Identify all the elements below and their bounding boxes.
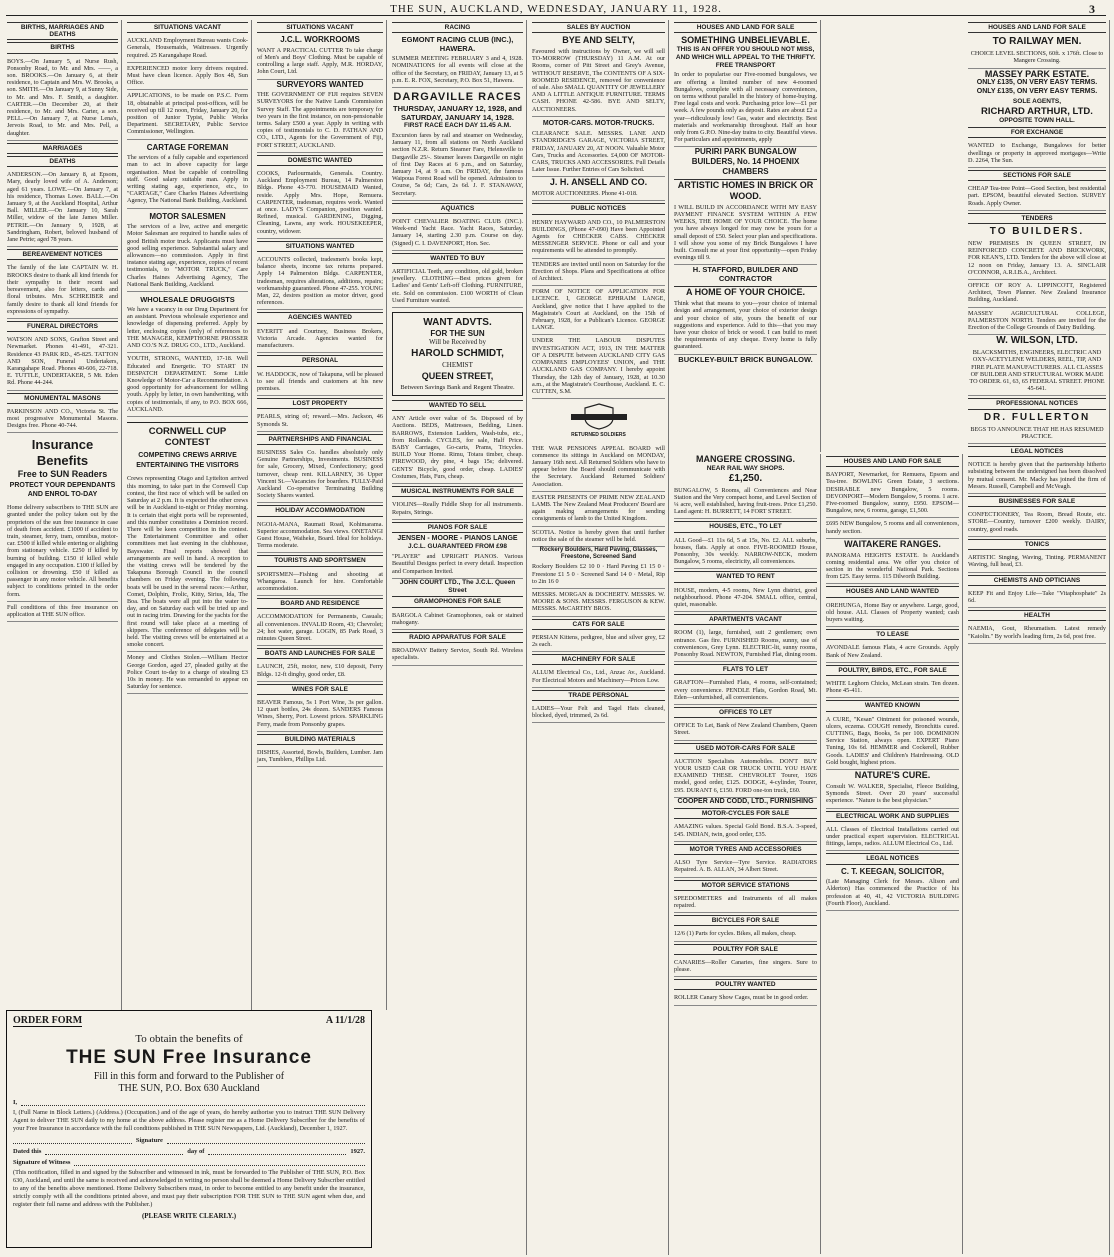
auction-notice: MOTOR AUCTIONEERS. Phone 41-018. (532, 188, 665, 201)
column-houses-land (671, 20, 821, 452)
section-header: HOUSES AND LAND FOR SALE (826, 456, 959, 467)
section-header: BOARD AND RESIDENCE (257, 598, 383, 609)
pianos-sub: J.C.L. GUARANTEED FROM £98 (408, 543, 507, 551)
ad-title: J.C.L. WORKROOMS (280, 35, 360, 45)
ad-title: J. H. ANSELL AND CO. (549, 177, 648, 188)
ad-firm: H. STAFFORD, BUILDER AND CONTRACTOR (692, 265, 799, 284)
auction-notice: CLEARANCE SALE. MESSRS. LANE AND STANDRIDGE'S GARAGE, VICTORIA STREET, FRIDAY, JANUARY 20, AT NOON. Valuable Motor Cars, Trucks and Accessories. £4,000 OF MOTOR-CARS, TRUCKS AND ACCESSORIES. Full Details Later Issue. Further Entries of Cars Solicited. (532, 128, 665, 177)
ad-title: SURVEYORS WANTED (276, 79, 364, 89)
ad-price: £1,250. (728, 472, 763, 484)
classified-ad: AUCKLAND Employment Bureau wants Cook-Generals, Housemaids, Waitresses. Urgently required. 25 Karangahape Road. (127, 35, 248, 63)
estate-name: MASSEY PARK ESTATE. (984, 68, 1090, 79)
article-headline: CORNWELL CUP CONTEST (127, 422, 248, 449)
column-births-deaths (4, 20, 122, 1010)
order-form-line1: Fill in this form and forward to the Publisher of (93, 1071, 285, 1082)
ad-subtitle: NEAR RAIL WAY SHOPS. (706, 464, 785, 472)
property-ad: I WILL BUILD IN ACCORDANCE WITH MY EASY PAYMENT FINANCE SYSTEM WITHIN A FEW WEEKS, THE HOME OF YOUR CHOICE. The home you have always longed for may now be yours for a small deposit of £50. Select your plan and specifications. I will show you some of my Brick Bungalows I have built. Consult me at your first opportunity—open Friday evenings till 9. (674, 202, 817, 266)
section-header: PARTNERSHIPS AND FINANCIAL (257, 434, 383, 445)
classified-ads: CANARIES—Roller Canaries, fine singers. Sure to please. (674, 957, 817, 977)
classified-ads: AUCTION Specialists Automobiles. DON'T BUY YOUR USED CAR OR TRUCK UNTIL YOU HAVE EXAMINED THESE. CHEVROLET Tourer, 1926 model, good order, £125. DODGE, 4-cylinder, Tourer, £95. DURANT 6, £150. FORD one-ton truck, £60. (674, 756, 817, 798)
classified-ads: SPORTSMEN—Fishing and shooting at Whangaroa. Launch for hire. Comfortable accommodation. (257, 569, 383, 597)
section-header: CHEMISTS AND OPTICIANS (968, 575, 1106, 586)
order-form-body: I, (Full Name in Block Letters.) (Address.) (Occupation.) and of the age of years, do hereby authorise you to instruct THE SUN Delivery Agent to deliver THE SUN daily to my home at the above address. Please register me as a Home Delivery Subscriber for the benefits of your Free Insurance in accordance with the full conditions published in THE SUN Newspapers, Ltd. (Auckland), December 1, 1927. (13, 1109, 365, 1132)
agent-name: RICHARD ARTHUR, LTD. (981, 105, 1093, 117)
year-label: 1927. (350, 1148, 366, 1155)
sole-agents: SOLE AGENTS, (1012, 98, 1062, 106)
masthead-title: THE SUN, AUCKLAND, WEDNESDAY, JANUARY 11, 1928. (390, 2, 722, 15)
section-header: LOST PROPERTY (257, 398, 383, 409)
box-line: Will be Received by (428, 337, 487, 346)
ad-title: ARTISTIC HOMES IN BRICK OR WOOD. (674, 179, 817, 202)
dated-label: Dated this (13, 1148, 42, 1155)
section-header: HEALTH (968, 610, 1106, 621)
classified-ads: WHITE Leghorn Chicks, McLean strain. Ten dozen. Phone 45-411. (826, 678, 959, 698)
public-notice: SCOTIA. Notice is hereby given that until further notice the sale of the steamer will be held. (532, 527, 665, 547)
badge-label: RETURNED SOLDIERS (571, 432, 626, 439)
classified-ads: WANTED to Exchange, Bungalows for better dwellings or property in approved mortgages—Write D. 2264, The Sun. (968, 140, 1106, 168)
classified-ads: BROADWAY Battery Service, South Rd. Wireless specialists. (392, 645, 523, 665)
section-header: CATS FOR SALE (532, 619, 665, 630)
racing-notice: SUMMER MEETING FEBRUARY 3 and 4, 1928. NOMINATIONS for all events will close at the office of the Secretary, on FRIDAY, January 13, at 5 p.m. E. R. FOX, Secretary, P.O. Box 51, Hawera. (392, 53, 523, 88)
race-first: FIRST RACE EACH DAY 11.45 A.M. (403, 122, 512, 130)
column-houses-wanted (823, 454, 963, 1254)
column-situations-vacant-2 (254, 20, 387, 1010)
legal-notice: NOTICE is hereby given that the partnership hitherto subsisting between the undersigned has been dissolved by mutual consent. Mr. Macky has joined the firm of Messrs. Russell, Campbell and McVeagh. (968, 459, 1106, 494)
classified-ads: ARTIFICIAL Teeth, any condition, old gold, broken jewellery. CLOTHING—Best prices given for Ladies' and Gents' Left-off Clothing. FURNITURE, etc. Sold on commission. £100 WORTH of Clean Used Furniture wanted. (392, 266, 523, 308)
ad-title: EGMONT RACING CLUB (INC.), HAWERA. (401, 35, 514, 54)
ad-title: SOMETHING UNBELIEVABLE. (681, 35, 810, 46)
classified-ads: BAYPORT, Newmarket, for Remuera, Epsom and Tea-tree. BOWLING Green Estate, 3 sections. DESIRABLE new Bungalow, 5 rooms. DEVONPORT—Modern Bungalow, 5 rooms. 1 acre. Five-roomed Bungalow, sunny, £950. EPSOM—Bungalow, new, 6 rooms, garage, £1,500. (826, 469, 959, 518)
classified-ads: POINT CHEVALIER BOATING CLUB (INC.). Week-end Yacht Race. Yacht Races, Saturday, January 14, starting 2.30 p.m. Course on day. (Signed) C. I. DAVENPORT, Hon. Sec. (392, 216, 523, 251)
section-header: DOMESTIC WANTED (257, 155, 383, 166)
section-header: FOR EXCHANGE (968, 127, 1106, 138)
price-table-title: Rockery Boulders, Hard Paving, Glasses, Freestone, Screened Sand (539, 546, 658, 561)
classified-ad: We have a vacancy in our Drug Department for an assistant. Previous wholesale experience and knowledge of dispensing preferred. Apply by letter, enclosing copies (only) of references to THE MANAGER, KEMPTHORNE PROSSER AND CO.'S N.Z. DRUG CO., LTD., Auckland. (127, 304, 248, 353)
racing-notice: Excursion fares by rail and steamer on Wednesday, January 11, from all stations on North Auckland section N.Z.R. Return Steamer Fare, Helensville to Dargaville 25/-. Steamer leaves Dargaville on night of first Day Races at 6 p.m., and on Saturday, January 14, at 9 a.m. On FRIDAY, the famous Waipoua Forest Road will be opened. Admission to Course, 5s 6d; Cars, 2s 6d. J. F. STANAWAY, Secretary. (392, 130, 523, 201)
column-houses-land-continued (671, 454, 821, 1254)
section-header: MOTOR SERVICE STATIONS (674, 880, 817, 891)
classified-ads: Consult W. WALKER, Specialist, Fleece Building, Symonds Street. Over 20 years' successful experience. "Nature is the best physician." (826, 781, 959, 809)
public-notice: THE WAR PENSIONS APPEAL BOARD will commence its sittings in Auckland on MONDAY, January 16th next. All Returned Soldiers who have to appear before the Board should communicate with the Secretary. Auckland Returned Soldiers' Association. (532, 443, 665, 492)
section-header: HOUSES AND LAND FOR SALE (968, 22, 1106, 33)
ad-firm: COOPER AND CODD, LTD., FURNISHING (677, 797, 814, 805)
ad-title: MOTOR SALESMEN (149, 211, 226, 221)
classified-ads: ANY Article over value of 5s. Disposed of by Auctions. BEDS, Mattresses, Bedding, Linen. BARROWS, Extension Ladders, Wash-tubs, etc., from Rollands. CYCLES, for sale, Half Price. BABY Carriages, Go-carts, Prams, Tricycles. BUILD Your Home. Rimu, Totara timber, cheap. FIREWOOD, dry pine, 4 bags 15s; delivered. GENTS' Bicycle, good order, cheap. LADIES' Costumes, Hats, Furs, cheap. (392, 413, 523, 484)
classified-ad: THE GOVERNMENT OF FIJI requires SEVEN SURVEYORS for the Native Lands Commission Survey Staff. The appointments are temporary for two years in the first instance, on non-pensionable terms. Salary £500 a year. Apply in writing with copies of testimonials to C. D. FATHAN AND CO., LTD., Agents for the Government of Fiji, FORT STREET, AUCKLAND. (257, 89, 383, 153)
bereavement-notices: The family of the late CAPTAIN W. H. BROOKS desire to thank all kind friends for their sympathy in their recent sad bereavement, also for letters, cards and floral tributes. Mrs. SCHREIBER and family desire to thank all kind friends for expressions of sympathy. (7, 262, 118, 318)
section-header: USED MOTOR-CARS FOR SALE (674, 743, 817, 754)
classified-ads: DISHES, Assorted, Bowls, Builders, Lumber. Jam jars, Tumblers, Phillips Ltd. (257, 747, 383, 767)
section-header: TONICS (968, 539, 1106, 550)
section-header: AQUATICS (392, 203, 523, 214)
section-header: BUSINESSES FOR SALE (968, 496, 1106, 507)
subheader-births: BIRTHS (7, 42, 118, 53)
public-notice: UNDER THE LABOUR DISPUTES INVESTIGATION ACT, 1913, IN THE MATTER OF A DISPUTE between AUCKLAND CITY GAS COMPANIES EMPLOYEES' UNION, and THE AUCKLAND GAS COMPANY. I hereby appoint Thursday, the 12th day of January, 1928, at 10.30 a.m., at the Magistrate's Courthouse, Auckland. E. C. CUTTEN, S.M. (532, 335, 665, 399)
classified-ads: KEEP Fit and Enjoy Life—Take "Vitaphosphate" 2s 6d. (968, 588, 1106, 608)
section-header: HOUSES AND LAND FOR SALE (674, 22, 817, 33)
box-street: QUEEN STREET, (421, 371, 494, 382)
subheader-funeral: FUNERAL DIRECTORS (7, 321, 118, 332)
signature-field[interactable] (167, 1137, 365, 1144)
public-notice: EASTER PRESENTS OF PRIME NEW ZEALAND LAMB. The New Zealand Meat Producers' Board are again making arrangements for sending consignments of lamb to the United Kingdom. (532, 492, 665, 527)
witness-line (13, 1159, 365, 1166)
classified-ad: APPLICATIONS, to be made on P.S.C. Form 18, obtainable at principal post-offices, will be received up till 12 noon, Friday, January 20, for position of Junior Typist, Public Works Department. SECRETARY, Public Service Commissioner, Wellington. (127, 90, 248, 139)
masthead (6, 2, 1106, 16)
insurance-body: Home delivery subscribers to THE SUN are granted under the policy taken out by the proprietors of the sun free insurance in case of death from accident. £1000 if accident to train, steamer, ferry, tram, omnibus, motor-car. £500 if killed while entering or alighting from stationary vehicle. £250 if killed by burning of building. £150 if killed while engaged in any occupation. £100 if killed by collision or drowning. £50 if killed as passenger in any motor vehicle. All benefits subject to conditions printed in the order form. (7, 502, 118, 602)
ad-title: WHOLESALE DRUGGISTS (140, 295, 235, 305)
order-form-line2: THE SUN, P.O. Box 630 Auckland (118, 1083, 260, 1094)
agent-sub: OPPOSITE TOWN HALL. (999, 117, 1075, 125)
classified-ads: ALL Classes of Electrical Installations carried out under practical expert supervision. ELECTRICAL fittings, lamps, radios. ALLUM Electrical Co., Ltd. (826, 824, 959, 852)
section-header: WANTED TO RENT (674, 571, 817, 582)
classified-ads: EVERITT and Courtney, Business Brokers, Victoria Arcade. Agencies wanted for manufacturers. (257, 326, 383, 354)
day-label: day of (187, 1148, 205, 1155)
section-header: TRADE PERSONAL (532, 690, 665, 701)
section-header: BUILDING MATERIALS (257, 734, 383, 745)
classified-ads: PEARLS, string of; reward.—Mrs. Jackson, 46 Symonds St. (257, 411, 383, 431)
classified-ads: ACCOMMODATION for Permanents, Casuals; all conveniences. INVALID Room, 43; Chevrolet; 24; hot water, garage. LOGIN, 85 Park Road, 3 minutes Queen Street. (257, 611, 383, 646)
ad-title: CARTAGE FOREMAN (146, 142, 229, 152)
classified-ads: ACCOUNTS collected, tradesmen's books kept, balance sheets, income tax returns prepared. Apply 14 Palmerston Bldgs. CARPENTER, tradesman, requires alterations, additions, repairs; workmanship guaranteed. Phone 47-255. YOUNG Man, 22, desires position as motor driver, good references. (257, 254, 383, 310)
section-header: POULTRY WANTED (674, 979, 817, 990)
classified-ads: AVONDALE famous Flats, 4 acre Grounds. Apply Bank of New Zealand. (826, 642, 959, 662)
want-advts-box (392, 312, 523, 396)
box-line: CHEMIST (442, 360, 473, 369)
insurance-subtitle: Free to SUN Readers (17, 468, 108, 479)
ad-title: BYE AND SELTY, (562, 35, 635, 46)
section-header: TENDERS (968, 213, 1106, 224)
month-field[interactable] (208, 1148, 346, 1155)
legal-notice: (Late Managing Clerk for Messrs. Alison and Alderton) Has commenced the Practice of his profession at 40, 41, 42 VICTORIA BUILDING (Fourth Floor), Auckland. (826, 876, 959, 911)
ad-title: WAITAKERE RANGES. (844, 538, 941, 549)
section-header: WANTED KNOWN (826, 700, 959, 711)
order-form-label: ORDER FORM (13, 1015, 83, 1026)
classified-ads: ROOM (1), large, furnished, suit 2 gentlemen; own entrance. Gas fire. FURNISHED Rooms, sunny, use of conveniences, Grey Lynn. ELECTRIC-lit, sunny rooms, Ponsonby Road. NEWTON, Furnished Flat, dining room. (674, 627, 817, 662)
business-ad: BLACKSMITHS, ENGINEERS, ELECTRIC AND OXY-ACETYLENE WELDERS, REEL, TIP, AND FIRE PLATE MANUFACTURERS. ALL CLASSES OF BUILDER AND STRUCTURAL WORK MADE TO ORDER. 61, 63, 65 FEDERAL STREET. PHONE 45-641. (968, 347, 1106, 396)
ad-title: A HOME OF YOUR CHOICE. (674, 286, 817, 298)
classified-ads: ALL Good—£1 11s 6d, 5 at 15s, No. £2. ALL suburbs, houses, flats. Apply at once. FIVE-ROOMED House, Ponsonby, 30s weekly. NARROW-NECK, modern Bungalow, 5 rooms, electricity, all conveniences. (674, 535, 817, 570)
price-table: Rockery Boulders £2 10 0 · Hard Paving £1 15 0 · Freestone £1 5 0 · Screened Sand 14 0 · Metal, Rip to 2in 16 0 (532, 561, 665, 589)
section-header: HOUSES AND LAND WANTED (826, 586, 959, 597)
public-notice: HENRY HAYWARD AND CO., 10 PALMERSTON BUILDINGS, (Phone 47-090) Have been Appointed Agents for CHECKER CABS. CHECKER MESSENGER SERVICE. Phone or call and your requirements will be attended to promptly. (532, 217, 665, 259)
section-header: BIRTHS, MARRIAGES AND DEATHS (7, 22, 118, 40)
signature-line (13, 1137, 365, 1144)
section-header: OFFICES TO LET (674, 707, 817, 718)
section-header: HOLIDAY ACCOMMODATION (257, 505, 383, 516)
ad-title: DR. FULLERTON (983, 411, 1091, 423)
section-header: SECTIONS FOR SALE (968, 170, 1106, 181)
section-header: TOURISTS AND SPORTSMEN (257, 555, 383, 566)
day-field[interactable] (45, 1148, 183, 1155)
pianos-title: JENSEN - MOORE - PIANOS LANGE (397, 534, 518, 542)
section-header: MOTOR-CYCLES FOR SALE (674, 808, 817, 819)
classified-ads: GRAFTON—Furnished Flats, 4 rooms, self-contained; every convenience. PENDLE Flats, Gordon Road, Mt. Eden—unfurnished, all conveniences. (674, 677, 817, 705)
classified-ads: 12/6 (1) Parts for cycles. Bikes, all makes, cheap. (674, 928, 817, 941)
classified-ads: BEAVER Famous, 5s 1 Port Wine, 3s per gallon. 12 quart bottles, 24s dozen. SANDERS Famous Wines, Sherry, Port. Lowest prices. SPARKLING Ferry, made from Ponsonby grapes. (257, 697, 383, 732)
subheader-deaths: DEATHS (7, 156, 118, 167)
section-header: AGENCIES WANTED (257, 312, 383, 323)
classified-ads: W. HADDOCK, now of Takapuna, will be pleased to see all friends and customers at his new premises. (257, 369, 383, 397)
name-field[interactable] (21, 1099, 365, 1106)
price-line: ONLY £135, ON VERY EASY TERMS. (976, 79, 1098, 87)
public-notice: TENDERS are invited until noon on Saturday for the Erection of Shops. Plans and Specifications at office of Architect. (532, 259, 665, 287)
classified-ads: ALLUM Electrical Co., Ltd., Anzac Av., Auckland. For Electrical Motors and Machinery—Prices Low. (532, 667, 665, 687)
section-header: MACHINERY FOR SALE (532, 654, 665, 665)
insurance-order-form[interactable] (6, 1010, 372, 1248)
order-form-title: THE SUN Free Insurance (66, 1047, 312, 1068)
classified-ad: EXPERIENCED motor lorry drivers required. Must have clean licence. Apply Box 48, Sun Office. (127, 63, 248, 91)
classified-ad: WANT A PRACTICAL CUTTER To take charge of Men's and Boys' Clothing. Must be capable of controlling a large staff. Apply, M.R. HORDAY, John Court, Ltd. (257, 45, 383, 80)
name-label: I, (13, 1099, 18, 1106)
section-header: RACING (392, 22, 523, 33)
pianos-shop: JOHN COURT LTD., The J.C.L. Queen Street (399, 578, 516, 594)
classified-ads: NAEMIA, Gout, Rheumatism. Latest remedy "Kaiolin." By world's leading firm, 2s 6d, post free. (968, 623, 1106, 643)
property-ad: PANORAMA HEIGHTS ESTATE. Is Auckland's coming residential area. We offer you choice of section in the wonderful National Park. Sections from £25. Easy terms. 115 Dilworth Building. (826, 550, 959, 585)
court-news: Money and Clothes Stolen.—William Hector George Gordon, aged 27, pleaded guilty at the Police Court to-day to a charge of stealing £3 10s in money. He was remanded to appear on Saturday for sentence. (127, 652, 248, 694)
order-form-footer: (PLEASE WRITE CLEARLY.) (141, 1212, 237, 1220)
public-notice: FORM OF NOTICE OF APPLICATION FOR LICENCE. I, GEORGE EPHRAIM LANGE, Auckland, give notice that I have applied to the Magistrate's Court at Auckland, on the 15th of February, 1928, for a Publican's Licence. GEORGE LANGE. (532, 286, 665, 335)
tender-notice: NEW PREMISES IN QUEEN STREET, IN REINFORCED CONCRETE AND BRICKWORK, FOR KEAN'S, LTD. Tenders for the above will close at 12 noon on Friday, January 13. A. SINCLAIR O'CONNOR, A.R.I.B.A., Architect. (968, 238, 1106, 280)
classified-ads: CONFECTIONERY, Tea Room, Bread Route, etc. STORE—Country, turnover £200 weekly. DAIRY, country, good roads. (968, 509, 1106, 537)
subheader-marriages: MARRIAGES (7, 143, 118, 154)
section-header: POULTRY FOR SALE (674, 944, 817, 955)
order-form-code: A 11/1/28 (325, 1015, 365, 1026)
section-header: POULTRY, BIRDS, ETC., FOR SALE (826, 665, 959, 676)
section-header: LEGAL NOTICES (826, 853, 959, 864)
classified-ads: OREHUNGA, Home Bay or anywhere. Large, good, old house. ALL Classes of Property wanted; cash buyers waiting. (826, 600, 959, 628)
ad-subtitle: THIS IS AN OFFER YOU SHOULD NOT MISS, AND WHICH WILL APPEAL TO THE THRIFTY. FREE TRANSPORT (675, 46, 816, 69)
classified-ads: VIOLINS—Really Fiddle Shop for all instruments. Repairs, Strings. (392, 499, 523, 519)
section-header: PERSONAL (257, 355, 383, 366)
classified-ads: CHEAP Tea-tree Point—Good Section, best residential part. EPSOM, beautiful elevated Section. SURVEY Roads. Apply Owner. (968, 183, 1106, 211)
column-auctions (529, 20, 669, 1255)
classified-ads: COOKS, Parlourmaids, Generals. Country. Auckland Employment Bureau, 14 Palmerston Bldgs. Phone 43-770. HOUSEMAID Wanted, reside. Apply Mrs. Hope, Remuera. CARPENTER, tradesman, requires work. Wanted at once. LADY'S Companion, position wanted. Refined, musical. GARDENING, Digging, Cleaning, Lawns, any work. HOUSEKEEPER, country, widower. (257, 168, 383, 239)
section-header: PIANOS FOR SALE (392, 522, 523, 533)
date-line (13, 1148, 365, 1155)
witness-label: Signature of Witness (13, 1159, 71, 1166)
section-header: ELECTRICAL WORK AND SUPPLIES (826, 811, 959, 822)
classified-ads: A CURE, "Kesan" Ointment for poisoned wounds, ulcers, eczema. COUGH remedy, Bronchitis cured. CUTTING, Bags, Books, 5s per 100. DOMINION Service Station, always open. EXPERT Piano Tuning, 10s 6d. HEMMER and Cockerell, Rubber Goods. LADIES' and Children's Hairdressing. OLD Gold bought, highest prices. (826, 714, 959, 770)
property-ad: CHOICE LEVEL SECTIONS, 60ft. x 176ft. Close to Mangere Crossing. (968, 48, 1106, 68)
ad-title: W. WILSON, LTD. (996, 335, 1078, 347)
classified-ads: BUSINESS Sales Co. handles absolutely only Genuine Partnerships, Investments. BUSINESS for sale, Grocery, Mixed, Confectionery; good turnover, cheap rent. KILLARNEY, 36 Upper Vincent St.—Vacancies for boarders. FULLY-Paid Auckland Co-operative Terminating Building Society Shares wanted. (257, 447, 383, 503)
property-ad: In order to popularise our Five-roomed bungalows, we are offering a limited number of new 4-roomed Bungalows, complete with all necessary conveniences, on terms without parallel in the history of home-buying. Free legal costs and work. Purchasing price low—£1 per week. A few pounds only as deposit. Rates are about £2 a year—ridiculously low! Gas, water and electricity. Best materials and workmanship throughout. Half an hour only from G.P.O. Nine-day trains to city. Beautiful views. For particulars and appointments, apply (674, 69, 817, 147)
section-header: SITUATIONS VACANT (127, 22, 248, 33)
section-header: BICYCLES FOR SALE (674, 915, 817, 926)
monumental-masons: PARKINSON AND CO., Victoria St. The most progressive Monumental Masons. Designs free. Phone 40-744. (7, 406, 118, 434)
section-header: MUSICAL INSTRUMENTS FOR SALE (392, 486, 523, 497)
article-body: Crews representing Otago and Lyttelton arrived this morning, to take part in the Cornwell Cup contest, the first race of which will be sailed on Saturday at 2 p.m. It is expected the other crews will be in Auckland to-night or Friday morning. It is certain that eight ports will be represented, and this number constitutes a Dominion record. There will be keen competition in the contest. The Entertainment Committee and other committees met last evening in the clubhouse, Bayswater. Final reports showed that arrangements are well in hand. A reception to the visiting crews will be tendered by the Takapuna Borough Council in the council chambers on Friday evening. The following boats will be used in the several races:—Arthur, Comet, Dolphin, Frolic, Kitty, Sirius, Ida, The Boa. The boats were all put into the water to-day, and on Saturday each will be tried up and out in racing trim. Drawing for the yachts for the first round will take place at a meeting of skippers. The conference of delegates will be held. The visiting crews will be entertained at a smoke concert. (127, 473, 248, 652)
column-situations-vacant (124, 20, 252, 1010)
property-ad: BUNGALOW, 5 Rooms, all Conveniences and Near Station and the Very compact home, and Level Section of ¼ acre, well established, having fruit-trees. Price £1,250. Land agent: H. BURRETT, 14 FORT STREET. (674, 485, 817, 520)
insurance-title: Insurance Benefits (31, 437, 94, 468)
section-header: BOATS AND LAUNCHES FOR SALE (257, 648, 383, 659)
classified-ads: PERSIAN Kittens, pedigree, blue and silver grey, £2 2s each. (532, 632, 665, 652)
classified-ads: HOUSE, modern, 4-5 rooms, New Lynn district, good neighbourhood. Phone 47-204. SMALL office, central, quiet, reasonable. (674, 585, 817, 613)
classified-ad: YOUTH, STRONG, WANTED, 17-18. Well Educated and Energetic. TO START IN DESPATCH DEPARTMENT. Some Little Knowledge of Motor-Car a Recommendation. A good opportunity for advancement for willing youth. Apply by letter, in own handwriting, with copies of testimonials, if any, to P.O. BOX 666, AUCKLAND. (127, 353, 248, 417)
section-header: LEGAL NOTICES (968, 446, 1106, 457)
section-header: APARTMENTS VACANT (674, 614, 817, 625)
insurance-note: Full conditions of this free insurance on application at THE SUN office. (7, 602, 118, 622)
box-line: Between Savings Bank and Regent Theatre. (400, 383, 515, 391)
ad-firm: PURIRI PARK BUNGALOW BUILDERS, No. 14 PHOENIX CHAMBERS (691, 147, 800, 176)
section-header: SALES BY AUCTION (532, 22, 665, 33)
ad-title: NATURE'S CURE. (854, 770, 931, 781)
column-racing (389, 20, 527, 1255)
order-form-intro: To obtain the benefits of (135, 1033, 243, 1045)
section-header: HOUSES, ETC., TO LET (674, 521, 817, 532)
classified-ads: AMAZING values. Special Gold Bond. B.S.A. 3-speed, £45. INDIAN, twin, good order, £35. (674, 821, 817, 841)
section-header: WANTED TO BUY (392, 253, 523, 264)
funeral-directors: WATSON AND SONS, Grafton Street and Newmarket. Phones 41-491, 47-321. Residence 43 PARK RD., 45-825. TATTON AND SON, Funeral Undertakers, Karangahape Road. Phones 40-606, 22-718. E. TUTTLE, UNDERTAKER, 5 Mt. Eden Rd. Phone 44-244. (7, 334, 118, 390)
public-notice: MESSRS. MORGAN & DOCHERTY. MESSRS. W. MOORE & SONS. MESSRS. FERGUSON & KEW. MESSRS. McCARTHY BROS. (532, 589, 665, 617)
classified-ads: LADIES—Your Felt and Tagel Hats cleaned, blocked, dyed, trimmed, 2s 6d. (532, 703, 665, 723)
order-form-header (13, 1015, 365, 1027)
professional-notice: BEGS TO ANNOUNCE THAT HE HAS RESUMED PRACTICE. (968, 424, 1106, 444)
classified-ads: LAUNCH, 25ft, motor, new, £10 deposit, Ferry Bldgs. 12-ft dinghy, good order, £8. (257, 661, 383, 681)
returned-soldiers-badge (532, 402, 665, 439)
price-line: ONLY £135, ON VERY EASY TERMS. (976, 87, 1098, 95)
section-header: GRAMOPHONES FOR SALE (392, 596, 523, 607)
article-subheadline: ENTERTAINING THE VISITORS (136, 462, 239, 470)
tender-notice: OFFICE OF ROY A. LIPPINCOTT, Registered Architect, Town Planner. New Zealand Insurance Building, Auckland. (968, 280, 1106, 308)
article-subheadline: COMPETING CREWS ARRIVE (138, 451, 237, 459)
name-line (13, 1099, 365, 1106)
property-ad: Think what that means to you—your choice of internal design and arrangement, your choice of exterior design and your choice of site, yours the benefit of our suggestions and experience. Add to this—that you may have your choice of brick or wood. I can build to meet the requirements of any cheque. Every home is fully guaranteed. (674, 298, 817, 354)
classified-ads: £695 NEW Bungalow, 5 rooms and all conveniences, handy section. (826, 518, 959, 538)
order-form-fine-print: (This notification, filled in and signed by the Subscriber and witnessed in ink, must be forwarded to The Publisher of THE SUN, P.O. Box 630, Auckland, and until the same is received and acknowledged in writing no person shall be deemed a Home Delivery Subscriber entitled to any of the benefits above mentioned. Home Delivery Subscribers must, in order to become entitled to any benefit under the insurance, strictly comply with all the conditions printed above, and must pay their subscription FOR THE SUN to THE SUN agent when due, and register their full name and address with the Publisher.) (13, 1169, 365, 1208)
race-dates: THURSDAY, JANUARY 12, 1928, and SATURDAY, JANUARY 14, 1928. (393, 104, 522, 123)
rsa-badge-icon (569, 402, 629, 430)
section-header: MOTOR TYRES AND ACCESSORIES (674, 844, 817, 855)
classified-ads: OFFICE To Let, Bank of New Zealand Chambers, Queen Street. (674, 720, 817, 740)
classified-ads: BARGOLA Cabinet Gramophones, oak or stained mahogany. (392, 610, 523, 630)
subheader-monumental: MONUMENTAL MASONS (7, 393, 118, 404)
insurance-protect: PROTECT YOUR DEPENDANTS AND ENROL TO-DAY (9, 482, 116, 498)
blank (13, 1137, 132, 1144)
ad-title: MANGERE CROSSING. (695, 454, 795, 464)
classified-ad: The services of a fully capable and experienced man to act in above capacity for large organisation. Must be capable of controlling staff. Good salary suitable man. Apply in writing stating age, experience, etc., to "CARTAGE," Care Charles Haines Advertising Agency, The National Bank Building, Auckland. (127, 152, 248, 208)
classified-ads: ALSO Tyre Service—Tyre Service. RADIATORS Repaired. A. B. ALLAN, 34 Albert Street. (674, 857, 817, 877)
section-header: TO LEASE (826, 629, 959, 640)
auction-notice: Favoured with instructions by Owner, we will sell TO-MORROW (THURSDAY) 11 A.M. At our Rooms, corner of Pitt Street and Grey's Avenue, WITHOUT RESERVE, The CONTENTS OF A SIX-ROOMED RESIDENCE, removed for convenience of sale. Also SMALL QUANTITY OF JEWELLERY AND A LITTLE ANTIQUE FURNITURE. TERMS CASH. PHONE 42-586. BYE AND SELTY, AUCTIONEERS. (532, 46, 665, 117)
column-houses-tenders (965, 20, 1110, 1255)
box-title: WANT ADVTS. (423, 317, 492, 329)
page-number: 3 (1089, 2, 1096, 16)
section-header: SITUATIONS VACANT (257, 22, 383, 33)
section-header: RADIO APPARATUS FOR SALE (392, 632, 523, 643)
ad-title: C. T. KEEGAN, SOLICITOR, (841, 866, 944, 876)
ad-title: DARGAVILLE RACES (393, 91, 522, 104)
ad-title: MOTOR-CARS. MOTOR-TRUCKS. (542, 119, 655, 127)
section-header: WINES FOR SALE (257, 684, 383, 695)
section-header: PUBLIC NOTICES (532, 203, 665, 214)
classified-ads: ROLLER Canary Show Cages, must be in good order. (674, 992, 817, 1005)
classified-ads: "PLAYER" and UPRIGHT PIANOS. Various Beautiful Designs perfect in every detail. Inspection and Comparison Invited. (392, 551, 523, 579)
witness-field[interactable] (74, 1159, 365, 1166)
section-header: SITUATIONS WANTED (257, 241, 383, 252)
section-header: WANTED TO SELL (392, 400, 523, 411)
births-notices: BOYS.—On January 5, at Nurse Rush, Ponsonby Road, to Mr. and Mrs. ——, a son. BROOKS.—On January 6, at their residence, to Captain and Mrs. W. Brooks, a son. SMITH.—On January 9, at Sunny Side, to Mr. and Mrs. F. Smith, a daughter. CARTER.—On December 20, at their residence, to Mr. and Mrs. Carter, a son. PELL.—On January 7, at Nurse Lena's, Jervois Road, to Mr. and Mrs. Pell, a daughter. (7, 56, 118, 141)
subheader-bereavement: BEREAVEMENT NOTICES (7, 249, 118, 260)
section-header: FLATS TO LET (674, 664, 817, 675)
death-notices: ANDERSON.—On January 8, at Epsom, Mary, dearly loved wife of A. Anderson; aged 61 years. LOWE.—On January 7, at his residence, Thomas Lowe. BALL.—On January 9, at the Auckland Hospital, Arthur Ball. MILLER.—On January 10, Sarah Miller, widow of the late James Miller. PETRIE.—On January 9, 1928, at Sandringham, Robert, beloved husband of Jane Petrie; aged 78 years. (7, 169, 118, 247)
ad-title: TO RAILWAY MEN. (992, 36, 1082, 48)
box-name: HAROLD SCHMIDT, (411, 347, 504, 359)
signature-label: Signature (135, 1137, 163, 1144)
classified-ad: The services of a live, active and energetic Motor Salesman are required to handle sales of good British motor truck. Applicants must have good selling experience. Substantial salary and allowances—no commission. Apply in first instance stating age, experience, copies of recent testimonials, to "MOTOR TRUCK," Care Charles Haines Advertising Agency, The National Bank Building, Auckland. (127, 221, 248, 292)
classified-ads: SPEEDOMETERS and Instruments of all makes repaired. (674, 893, 817, 913)
classified-ads: NGOIA-MANA, Raumati Road, Kohimarama. Superior accommodation. Sea views. ONETANGI Guest House, Waiheke, Board. Ideal for holidays. Terms moderate. (257, 519, 383, 554)
box-sub: FOR THE SUN (430, 329, 485, 339)
classified-ads: ARTISTIC Singing, Waving, Tinting. PERMANENT Waving, full head, £3. (968, 552, 1106, 572)
ad-title: TO BUILDERS. (989, 226, 1085, 237)
tender-notice: MASSEY AGRICULTURAL COLLEGE, PALMERSTON NORTH. Tenders are invited for the Erection of the College Grounds of Dairy Building. (968, 308, 1106, 336)
section-header: PROFESSIONAL NOTICES (968, 398, 1106, 409)
ad-firm: BUCKLEY-BUILT BRICK BUNGALOW. (678, 354, 813, 364)
